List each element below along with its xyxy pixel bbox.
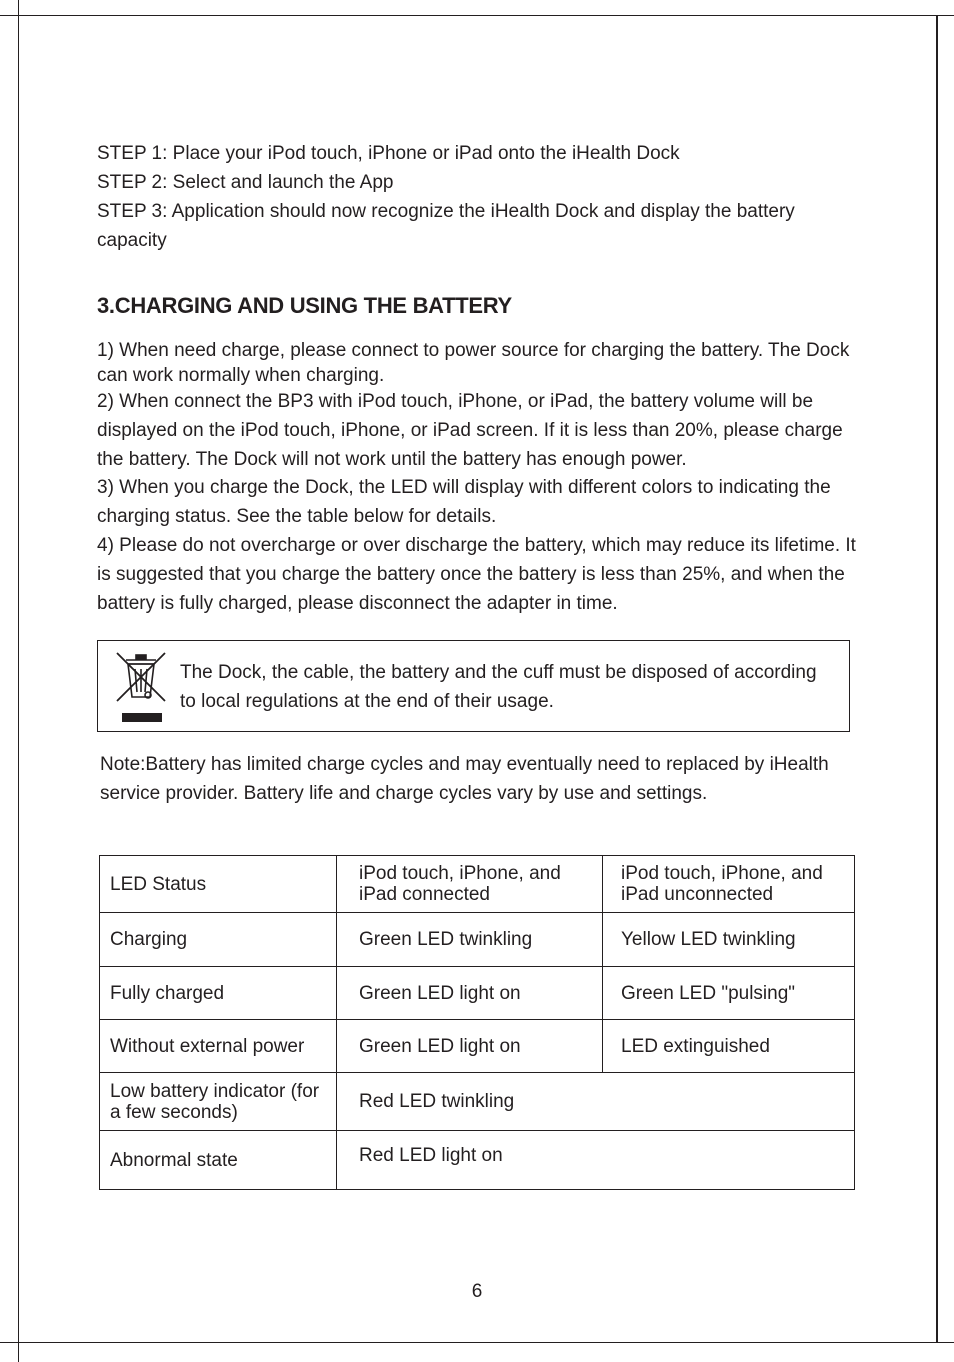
- row-status: Fully charged: [100, 967, 337, 1020]
- step-3: STEP 3: Application should now recognize the iHealth Dock and display the battery capacity: [97, 201, 795, 251]
- instruction-1: 1) When need charge, please connect to power source for charging the battery. The Dock can work normally when charging.: [97, 340, 850, 386]
- crop-mark-right: [936, 15, 938, 1342]
- crop-mark-bottom: [0, 1342, 954, 1343]
- crossed-out-wheelie-bin-icon: [114, 651, 168, 725]
- row-status: Without external power: [100, 1020, 337, 1073]
- row-merged-value: Red LED twinkling: [337, 1073, 855, 1131]
- row-unconnected-value: Yellow LED twinkling: [603, 913, 855, 967]
- row-status: Abnormal state: [100, 1131, 337, 1190]
- header-led-status: LED Status: [100, 856, 337, 913]
- instruction-2: 2) When connect the BP3 with iPod touch, iPhone, or iPad, the battery volume will be displayed on the iPod touch, iPhone, or iPad screen. If it is less than 20%, please charge the battery. The Dock will not work until the battery has enough power.: [97, 391, 843, 470]
- header-connected: iPod touch, iPhone, and iPad connected: [337, 856, 603, 913]
- page-number: 6: [471, 1281, 483, 1302]
- table-row: [100, 913, 855, 967]
- section-title: 3.CHARGING AND USING THE BATTERY: [97, 293, 512, 318]
- disposal-notice: [97, 640, 850, 732]
- table-header-row: [100, 856, 855, 913]
- instruction-3: 3) When you charge the Dock, the LED will display with different colors to indicating the charging status. See the table below for details.: [97, 477, 831, 528]
- instruction-4: 4) Please do not overcharge or over discharge the battery, which may reduce its lifetime. It is suggested that you charge the battery once the battery is less than 25%, and when the battery is fully charged, please disconnect the adapter in time.: [97, 534, 856, 614]
- step-2: STEP 2: Select and launch the App: [97, 172, 394, 193]
- row-status: Low battery indicator (for a few seconds): [100, 1073, 337, 1131]
- led-status-table: [99, 855, 855, 1190]
- step-1: STEP 1: Place your iPod touch, iPhone or iPad onto the iHealth Dock: [97, 143, 680, 164]
- row-connected-value: Green LED twinkling: [337, 913, 603, 967]
- row-connected-value: Green LED light on: [337, 1020, 603, 1073]
- table-row: [100, 1020, 855, 1073]
- table-row: [100, 1131, 855, 1190]
- header-unconnected: iPod touch, iPhone, and iPad unconnected: [603, 856, 855, 913]
- setup-steps: [97, 139, 867, 255]
- table-row: [100, 967, 855, 1020]
- table-row: [100, 1073, 855, 1131]
- crop-mark-top: [0, 15, 954, 16]
- row-status: Charging: [100, 913, 337, 967]
- disposal-text: The Dock, the cable, the battery and the cuff must be disposed of according to local regulations at the end of their usage.: [180, 662, 817, 712]
- row-merged-value: Red LED light on: [337, 1131, 855, 1190]
- row-connected-value: Green LED light on: [337, 967, 603, 1020]
- battery-instructions: [97, 338, 867, 618]
- battery-note: Note:Battery has limited charge cycles and may eventually need to replaced by iHealth service provider. Battery life and charge cycles vary by use and settings.: [100, 754, 829, 804]
- row-unconnected-value: LED extinguished: [603, 1020, 855, 1073]
- crop-mark-left: [18, 0, 19, 1362]
- row-unconnected-value: Green LED "pulsing": [603, 967, 855, 1020]
